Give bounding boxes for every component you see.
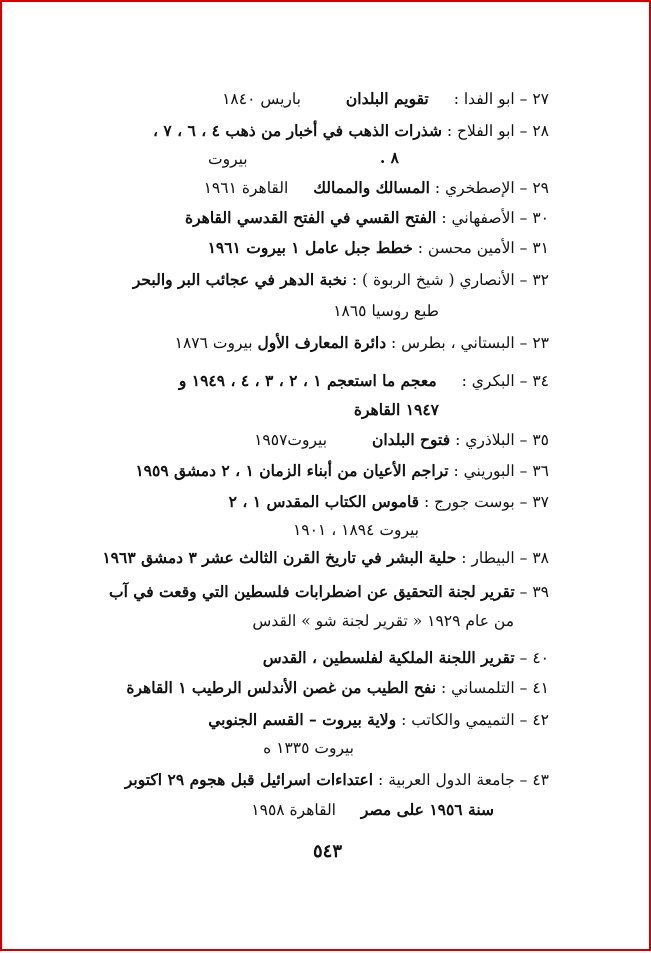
- page-number: ٥٤٣: [312, 841, 342, 862]
- entry-author: البستاني ، بطرس :: [391, 334, 515, 352]
- entry-number: ٣٠ –: [519, 209, 549, 227]
- entry-42-continuation: [79, 737, 549, 759]
- entry-number: ٣٢ –: [519, 271, 549, 289]
- entry-author: التلمساني :: [440, 679, 515, 697]
- entry-title: شذرات الذهب في أخبار من ذهب ٤ ، ٦ ، ٧ ،: [153, 121, 442, 140]
- entry-publication: طبع روسيا ١٨٦٥: [333, 302, 439, 320]
- entry-number: ٤٠ –: [519, 649, 549, 667]
- entry-number: ٣٦ –: [519, 462, 549, 480]
- entry-author: ابو الفلاح :: [446, 122, 515, 140]
- entry-author: البيطار :: [461, 549, 515, 567]
- entry-title: معجم ما استعجم ١ ، ٢ ، ٣ ، ٤ ، ١٩٤٩ و: [178, 371, 437, 390]
- entry-author: الإصطخري :: [434, 179, 515, 197]
- entry-42: [79, 709, 549, 731]
- entry-title: ولاية بيروت – القسم الجنوبي: [208, 710, 397, 729]
- entry-title: حلية البشر في تاريخ القرن الثالث عشر ٣ دمشق ١٩٦٣: [102, 548, 457, 567]
- entry-title: قاموس الكتاب المقدس ١ ، ٢: [228, 492, 420, 511]
- entry-number: ٣١ –: [519, 239, 549, 257]
- entry-author: بوست جورج :: [424, 493, 515, 511]
- entry-37-continuation: [79, 519, 549, 541]
- entry-41: [49, 677, 549, 699]
- entry-title: نفح الطيب من غصن الأندلس الرطيب ١ القاهرة: [126, 678, 437, 697]
- entry-28-place: [208, 148, 328, 170]
- entry-number: ٤١ –: [519, 679, 549, 697]
- entry-author: الأصفهاني :: [441, 209, 515, 227]
- entry-title: تراجم الأعيان من أبناء الزمان ١ ، ٢ دمشق ١٩٥٩: [135, 461, 449, 480]
- entry-title: تقرير اللجنة الملكية لفلسطين ، القدس: [262, 648, 515, 667]
- entry-31: [79, 237, 549, 259]
- entry-33: [79, 332, 549, 354]
- entry-title: خطط جبل عامل ١ بيروت ١٩٦١: [207, 238, 413, 257]
- entry-title: فتوح البلدان: [371, 430, 451, 449]
- entry-number: ٤٢ –: [519, 711, 549, 729]
- entry-publication: من عام ١٩٢٩ « تقرير لجنة شو » القدس: [252, 612, 514, 630]
- entry-34: [49, 370, 549, 392]
- entry-author: التميمي والكاتب :: [401, 711, 515, 729]
- entry-number: ٢٩ –: [519, 179, 549, 197]
- entry-number: ٣٩ –: [519, 583, 549, 601]
- bibliography-list: [2, 2, 651, 953]
- entry-35: [79, 429, 549, 451]
- entry-volume-cont: ٨ .: [379, 148, 399, 167]
- entry-43: [49, 769, 549, 791]
- entry-37: [79, 491, 549, 513]
- entry-title: اعتداءات اسرائيل قبل هجوم ٢٩ اكتوبر: [124, 770, 374, 789]
- entry-title: دائرة المعارف الأول: [257, 333, 387, 352]
- entry-32-continuation: [79, 300, 549, 322]
- entry-32: [49, 269, 549, 291]
- entry-29: [79, 177, 549, 199]
- entry-30: [79, 207, 549, 229]
- entry-number: ٢٣ –: [519, 334, 549, 352]
- entry-39: [49, 581, 549, 603]
- entry-number: ٤٣ –: [519, 771, 549, 789]
- entry-publication: باريس ١٨٤٠: [222, 90, 301, 108]
- entry-39-continuation: [79, 610, 549, 632]
- entry-publication: القاهرة ١٩٦١: [203, 179, 289, 197]
- entry-author: البلاذري :: [455, 431, 515, 449]
- entry-28: [49, 120, 549, 142]
- entry-publication: بيروت ١٣٣٥ ه: [263, 739, 354, 757]
- entry-publication: بيروت١٩٥٧: [254, 431, 328, 449]
- entry-publication-place: القاهرة ١٩٥٨: [251, 801, 336, 819]
- entry-number: ٣٧ –: [519, 493, 549, 511]
- entry-author: جامعة الدول العربية :: [378, 771, 515, 789]
- entry-author: الأمين محسن :: [417, 239, 515, 257]
- entry-36: [49, 460, 549, 482]
- entry-number: ٣٨ –: [519, 549, 549, 567]
- entry-publication: بيروت ١٨٧٦: [174, 334, 253, 352]
- entry-publication: بيروت ١٨٩٤ ، ١٩٠١: [292, 521, 419, 539]
- entry-publication: بيروت: [208, 150, 248, 168]
- entry-number: ٣٥ –: [519, 431, 549, 449]
- entry-author: الأنصاري ( شيخ الربوة ) :: [351, 271, 515, 289]
- entry-number: ٢٨ –: [519, 122, 549, 140]
- entry-34-continuation: [79, 399, 549, 421]
- entry-author: البوريني :: [453, 462, 515, 480]
- entry-author: ابو الفدا :: [453, 90, 515, 108]
- entry-43-continuation: [79, 799, 549, 821]
- entry-27: [79, 88, 549, 110]
- entry-40: [79, 647, 549, 669]
- entry-number: ٣٤ –: [519, 372, 549, 390]
- entry-publication: سنة ١٩٥٦ على مصر: [360, 800, 494, 819]
- entry-publication: ١٩٤٧ القاهرة: [353, 400, 439, 419]
- entry-author: البكري :: [461, 372, 515, 390]
- entry-title: تقرير لجنة التحقيق عن اضطرابات فلسطين التي وقعت في آب: [108, 582, 515, 601]
- entry-title: تقويم البلدان: [345, 89, 429, 108]
- entry-title: نخبة الدهر في عجائب البر والبحر: [132, 270, 347, 289]
- entry-38: [49, 547, 549, 569]
- entry-number: ٢٧ –: [519, 90, 549, 108]
- entry-title: الفتح القسي في الفتح القدسي القاهرة: [184, 208, 437, 227]
- entry-title: المسالك والممالك: [313, 178, 430, 197]
